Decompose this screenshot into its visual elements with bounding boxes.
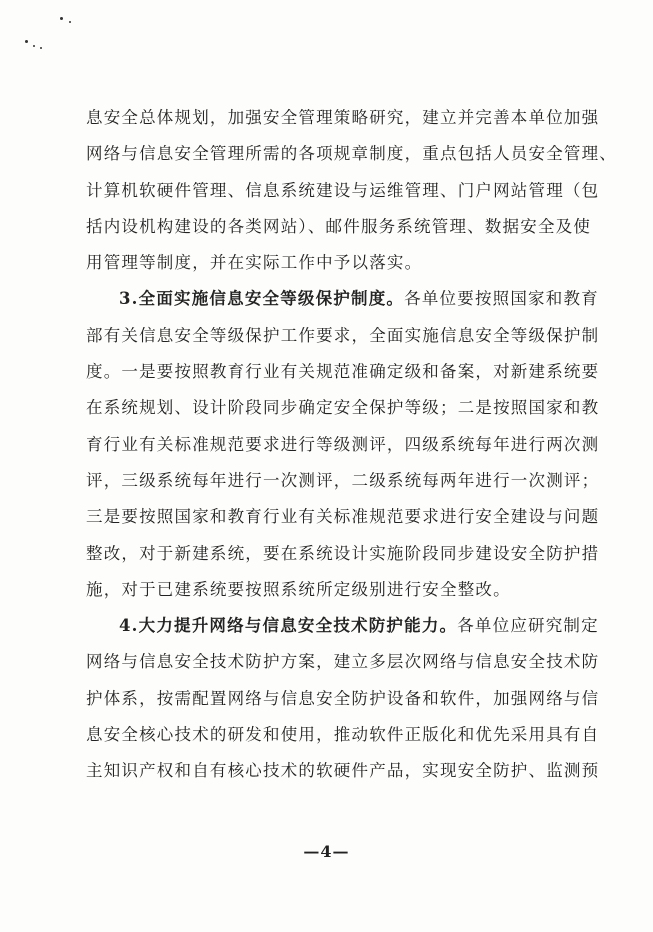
text-line bbox=[86, 536, 600, 572]
text-line bbox=[86, 608, 599, 644]
text-run: 在系统规划、设计阶段同步确定安全保护等级；二是按照国家和教 bbox=[86, 398, 600, 418]
text-line bbox=[86, 100, 600, 136]
text-run: 三是要按照国家和教育行业有关标准规范要求进行安全建设与问题 bbox=[86, 507, 600, 527]
text-line bbox=[86, 390, 600, 426]
text-line bbox=[86, 136, 617, 172]
text-run: 括内设机构建设的各类网站）、邮件服务系统管理、数据安全及使 bbox=[86, 216, 592, 236]
text-line bbox=[86, 717, 600, 753]
text-run: 主知识产权和自有核心技术的软硬件产品，实现安全防护、监测预 bbox=[86, 761, 600, 781]
scan-speck bbox=[40, 47, 42, 49]
text-run: 网络与信息安全技术防护方案，建立多层次网络与信息安全技术防 bbox=[86, 652, 600, 672]
page-number: —4— bbox=[303, 842, 350, 861]
text-run: 施，对于已建系统要按照系统所定级别进行安全整改。 bbox=[86, 579, 511, 599]
text-line bbox=[86, 427, 600, 463]
text-run: 护体系，按需配置网络与信息安全防护设备和软件，加强网络与信 bbox=[86, 688, 600, 708]
text-line bbox=[86, 281, 599, 317]
text-run: 度。一是要按照教育行业有关规范准确定级和备案，对新建系统要 bbox=[86, 362, 600, 382]
text-run: 评，三级系统每年进行一次测评，二级系统每两年进行一次测评； bbox=[86, 470, 600, 490]
text-run: 用管理等制度，并在实际工作中予以落实。 bbox=[86, 253, 423, 273]
text-run: 各单位要按照国家和教育 bbox=[404, 289, 599, 309]
text-line bbox=[86, 173, 600, 209]
text-line bbox=[86, 572, 576, 608]
text-line bbox=[86, 318, 600, 354]
text-line bbox=[86, 209, 592, 245]
scan-speck bbox=[33, 45, 35, 47]
text-run: 各单位应研究制定 bbox=[457, 616, 599, 636]
scan-speck bbox=[25, 40, 28, 43]
section-heading: 4.大力提升网络与信息安全技术防护能力。 bbox=[119, 616, 458, 636]
text-line bbox=[86, 463, 600, 499]
text-run: 网络与信息安全管理所需的各项规章制度，重点包括人员安全管理、 bbox=[86, 144, 617, 164]
scan-speck bbox=[60, 17, 63, 20]
text-line bbox=[86, 644, 600, 680]
text-line bbox=[86, 354, 600, 390]
text-run: 息安全总体规划，加强安全管理策略研究，建立并完善本单位加强 bbox=[86, 108, 600, 127]
text-run: 计算机软硬件管理、信息系统建设与运维管理、门户网站管理（包 bbox=[86, 180, 600, 200]
text-line bbox=[86, 499, 600, 535]
text-run: 部有关信息安全等级保护工作要求，全面实施信息安全等级保护制 bbox=[86, 325, 600, 345]
text-line bbox=[86, 681, 600, 717]
text-run: 整改，对于新建系统，要在系统设计实施阶段同步建设安全防护措 bbox=[86, 543, 600, 563]
text-line bbox=[86, 753, 600, 789]
text-line bbox=[86, 245, 576, 281]
text-run: 息安全核心技术的研发和使用，推动软件正版化和优先采用具有自 bbox=[86, 725, 600, 745]
text-run: 育行业有关标准规范要求进行等级测评，四级系统每年进行两次测 bbox=[86, 434, 600, 454]
section-heading: 3.全面实施信息安全等级保护制度。 bbox=[119, 289, 405, 309]
scan-speck bbox=[69, 21, 71, 23]
body-text bbox=[86, 100, 617, 790]
